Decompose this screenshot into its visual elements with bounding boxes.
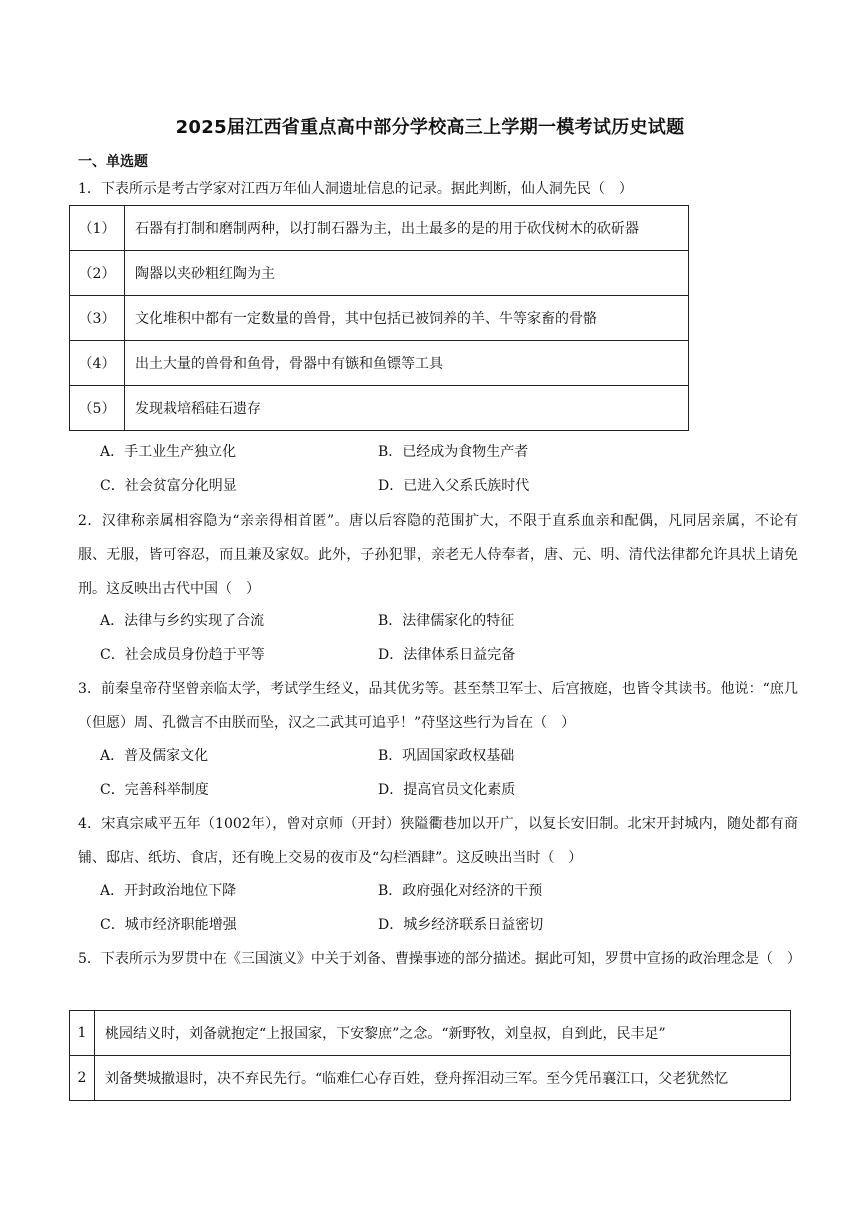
table-row xyxy=(70,386,689,431)
table-cell-content: 发现栽培稻硅石遗存 xyxy=(125,386,689,431)
question-4-option-d: D．城乡经济联系日益密切 xyxy=(378,917,544,933)
table-row xyxy=(70,1056,791,1101)
table-row xyxy=(70,296,689,341)
question-3-option-b: B．巩固国家政权基础 xyxy=(378,748,515,764)
table-cell-content: 文化堆积中都有一定数量的兽骨，其中包括已被饲养的羊、牛等家畜的骨骼 xyxy=(125,296,689,341)
question-3-option-c: C．完善科举制度 xyxy=(100,782,209,798)
question-2-option-b: B．法律儒家化的特征 xyxy=(378,613,515,629)
question-4-option-b: B．政府强化对经济的干预 xyxy=(378,883,543,899)
question-5-table xyxy=(69,1010,791,1101)
document-title: 2025届江西省重点高中部分学校高三上学期一模考试历史试题 xyxy=(175,117,685,138)
question-1-option-b: B．已经成为食物生产者 xyxy=(378,444,529,460)
question-3-option-d: D．提高官员文化素质 xyxy=(378,782,516,798)
question-1-option-a: A．手工业生产独立化 xyxy=(100,444,237,460)
table-cell-content: 石器有打制和磨制两种，以打制石器为主，出土最多的是的用于砍伐树木的砍斫器 xyxy=(125,206,689,251)
question-2-option-d: D．法律体系日益完备 xyxy=(378,647,516,663)
question-4-stem: 4．宋真宗咸平五年（1002年），曾对京师（开封）狭隘衢巷加以开广，以复长安旧制。北宋开封城内，随处都有商铺、邸店、纸坊、食店，还有晚上交易的夜市及“勾栏酒肆”。这反映出当时（ ） xyxy=(78,816,798,866)
question-1-option-c: C．社会贫富分化明显 xyxy=(100,478,237,494)
question-1-table xyxy=(69,205,689,431)
table-row xyxy=(70,341,689,386)
question-2-stem: 2．汉律称亲属相容隐为“亲亲得相首匿”。唐以后容隐的范围扩大，不限于直系血亲和配偶，凡同居亲属，不论有服、无服，皆可容忍，而且兼及家奴。此外，子孙犯罪，亲老无人侍奉者，唐、元、明、清代法律都允许具状上请免刑。这反映出古代中国（ ） xyxy=(78,513,798,597)
table-cell-content: 陶器以夹砂粗红陶为主 xyxy=(125,251,689,296)
question-3-option-a: A．普及儒家文化 xyxy=(100,748,209,764)
question-1-option-d: D．已进入父系氏族时代 xyxy=(378,478,530,494)
table-cell-index: （1） xyxy=(70,206,125,251)
table-cell-index: （3） xyxy=(70,296,125,341)
table-row xyxy=(70,251,689,296)
table-cell-index: （5） xyxy=(70,386,125,431)
question-4-option-a: A．开封政治地位下降 xyxy=(100,883,237,899)
table-cell-index: （2） xyxy=(70,251,125,296)
table-cell-content: 出土大量的兽骨和鱼骨，骨器中有镞和鱼镖等工具 xyxy=(125,341,689,386)
question-2-option-c: C．社会成员身份趋于平等 xyxy=(100,647,265,663)
table-cell-index: 2 xyxy=(70,1056,95,1101)
table-cell-content: 桃园结义时，刘备就抱定“上报国家，下安黎庶”之念。“新野牧，刘皇叔，自到此，民丰足” xyxy=(95,1011,791,1056)
question-4-option-c: C．城市经济职能增强 xyxy=(100,917,237,933)
question-5-stem: 5．下表所示为罗贯中在《三国演义》中关于刘备、曹操事迹的部分描述。据此可知，罗贯中宣扬的政治理念是（ ） xyxy=(78,951,801,967)
question-3-stem: 3．前秦皇帝苻坚曾亲临太学，考试学生经义，品其优劣等。甚至禁卫军士、后宫掖庭，也皆令其读书。他说：“庶几（但愿）周、孔微言不由朕而坠，汉之二武其可追乎！”苻坚这些行为旨在（ ） xyxy=(78,681,798,731)
section-heading: 一、单选题 xyxy=(78,154,148,170)
question-2-option-a: A．法律与乡约实现了合流 xyxy=(100,613,265,629)
question-1-stem: 1．下表所示是考古学家对江西万年仙人洞遗址信息的记录。据此判断，仙人洞先民（ ） xyxy=(78,181,633,197)
table-cell-index: 1 xyxy=(70,1011,95,1056)
table-row xyxy=(70,1011,791,1056)
table-cell-index: （4） xyxy=(70,341,125,386)
table-row xyxy=(70,206,689,251)
table-cell-content: 刘备樊城撤退时，决不弃民先行。“临难仁心存百姓，登舟挥泪动三军。至今凭吊襄江口，父老犹然忆 xyxy=(95,1056,791,1101)
